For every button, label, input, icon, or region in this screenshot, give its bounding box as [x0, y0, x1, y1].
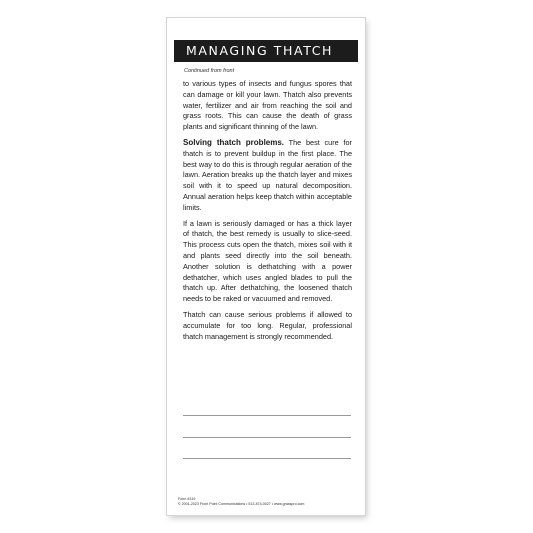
- paragraph-1: to various types of insects and fungus spores that can damage or kill your lawn. Thatch also prevents water, fertilizer and air from reaching the soil and grass roots. This can cause the death of grass plants and significant thinning of the lawn.: [183, 79, 352, 132]
- copyright-line: © 2001-2023 Front Point Communications • 513-874-0027 • www.grasspro.com: [178, 502, 305, 507]
- writing-line-2[interactable]: [183, 437, 351, 438]
- page-title: MANAGING THATCH: [174, 40, 358, 62]
- paragraph-2: [183, 138, 352, 214]
- writing-line-3[interactable]: [183, 458, 351, 459]
- footer: [178, 497, 358, 507]
- form-number: Form #319: [178, 497, 196, 502]
- paragraph-4: Thatch can cause serious problems if allowed to accumulate for too long. Regular, professional thatch management is strongly recommended.: [183, 309, 352, 341]
- paragraph-2-heading: Solving thatch problems.: [183, 137, 285, 147]
- paragraph-2-text: The best cure for thatch is to prevent buildup in the first place. The best way to do this is through regular aeration of the lawn. Aeration breaks up the thatch layer and mixes soil with it to speed up natural decomposition. Annual aeration helps keep thatch within acceptable limits.: [183, 137, 352, 212]
- writing-line-1[interactable]: [183, 415, 351, 416]
- body-text: [183, 79, 352, 347]
- paragraph-3: If a lawn is seriously damaged or has a thick layer of thatch, the best remedy is usually to slice-seed. This process cuts open the thatch, mixes soil with it and plants seed directly into the soil beneath. Another solution is dethatching with a power dethatcher, which uses angled blades to pull the thatch up. After dethatching, the loosened thatch needs to be raked or vacuumed and removed.: [183, 218, 352, 304]
- continued-note: Continued from front: [184, 68, 235, 74]
- form-card: [167, 18, 365, 515]
